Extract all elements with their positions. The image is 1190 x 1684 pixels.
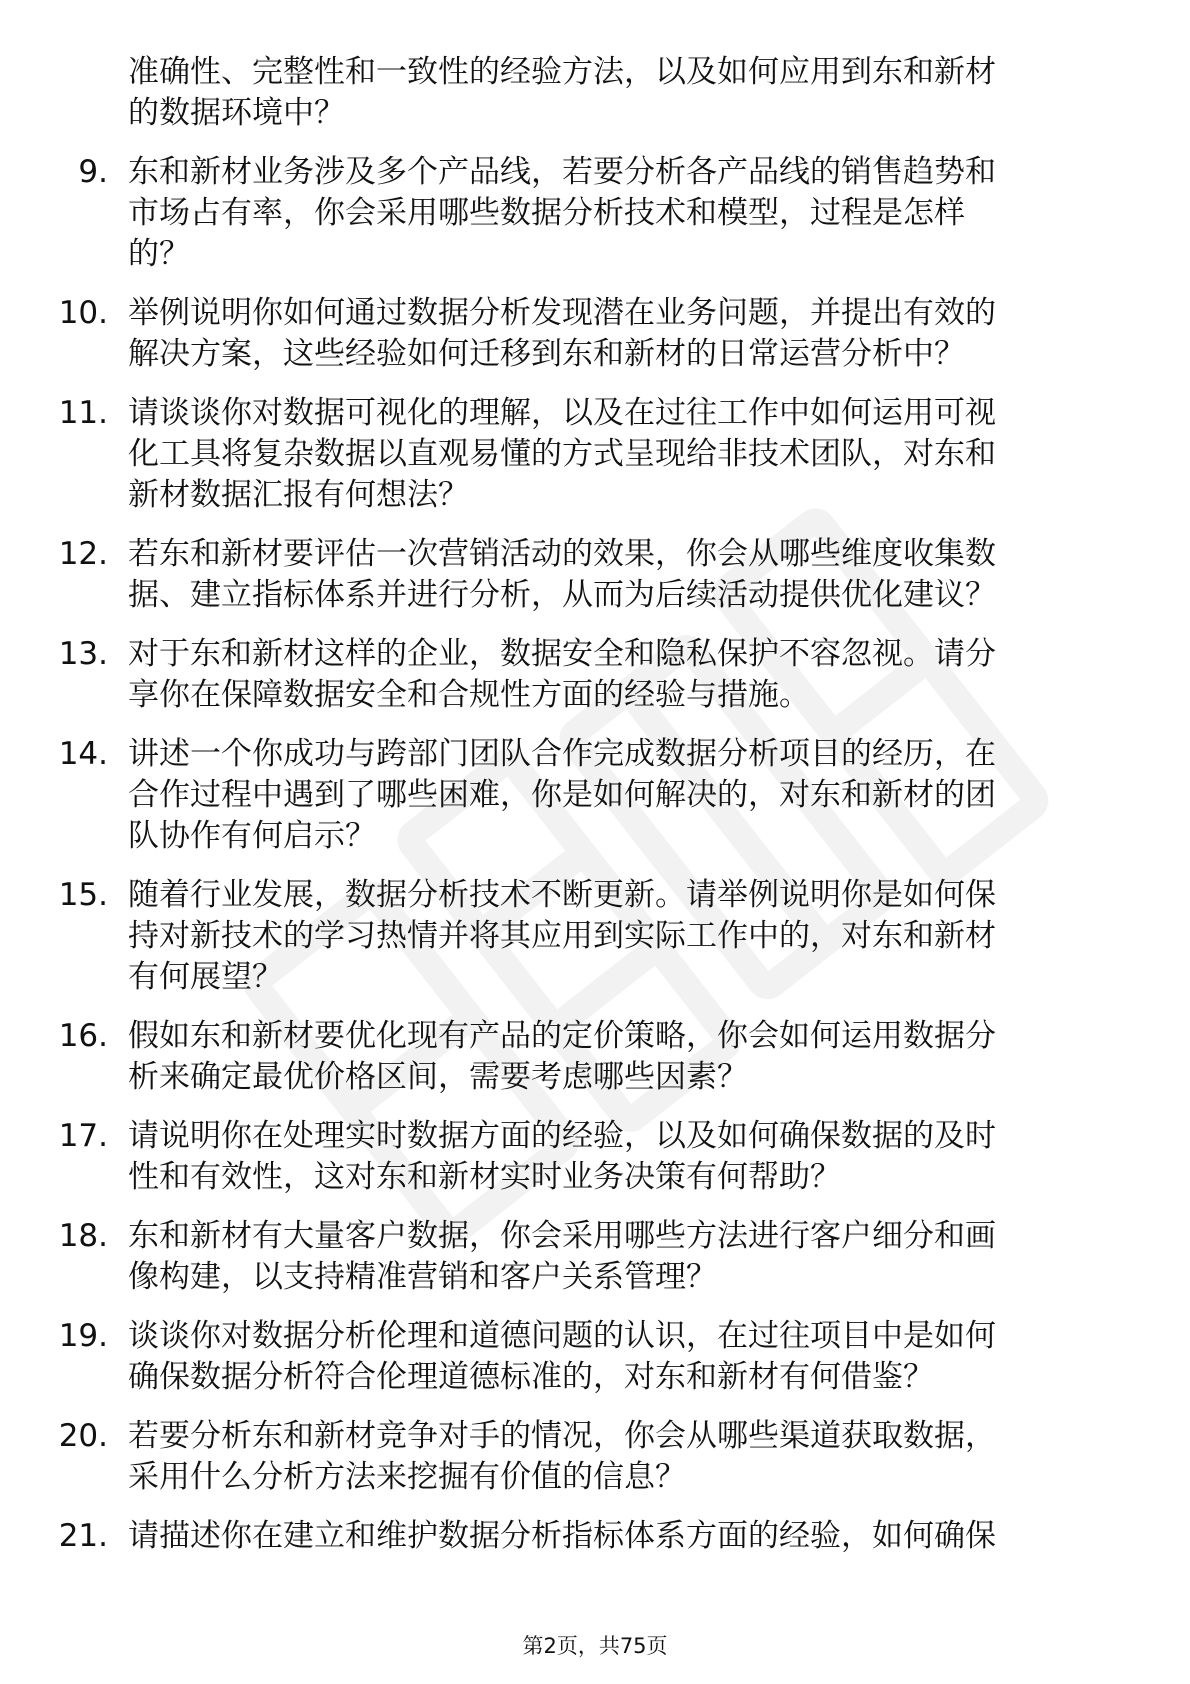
question-number: 17. — [58, 1118, 108, 1154]
text-line: 析来确定最优价格区间，需要考虑哪些因素？ — [128, 1059, 748, 1095]
text-line: 若东和新材要评估一次营销活动的效果，你会从哪些维度收集数 — [128, 536, 996, 572]
question-number: 9. — [78, 154, 108, 190]
question-number: 10. — [58, 295, 108, 331]
text-line: 队协作有何启示？ — [128, 818, 376, 854]
text-line: 谈谈你对数据分析伦理和道德问题的认识，在过往项目中是如何 — [128, 1318, 996, 1354]
text-line: 解决方案，这些经验如何迁移到东和新材的日常运营分析中？ — [128, 336, 965, 372]
text-line: 确保数据分析符合伦理道德标准的，对东和新材有何借鉴？ — [128, 1359, 934, 1395]
question-item — [0, 1416, 1190, 1498]
question-item — [0, 1316, 1190, 1398]
text-line: 的？ — [128, 236, 190, 272]
text-line: 东和新材业务涉及多个产品线，若要分析各产品线的销售趋势和 — [128, 154, 996, 190]
text-line: 随着行业发展，数据分析技术不断更新。请举例说明你是如何保 — [128, 877, 996, 913]
text-line: 对于东和新材这样的企业，数据安全和隐私保护不容忽视。请分 — [128, 636, 996, 672]
question-item — [0, 152, 1190, 275]
text-line: 举例说明你如何通过数据分析发现潜在业务问题，并提出有效的 — [128, 295, 996, 331]
text-line: 市场占有率，你会采用哪些数据分析技术和模型，过程是怎样 — [128, 195, 965, 231]
page-footer — [0, 1632, 1190, 1660]
question-number: 18. — [58, 1218, 108, 1254]
question-item — [0, 293, 1190, 375]
question-number: 13. — [58, 636, 108, 672]
question-number: 11. — [58, 395, 108, 431]
text-line: 持对新技术的学习热情并将其应用到实际工作中的，对东和新材 — [128, 918, 996, 954]
question-number: 19. — [58, 1318, 108, 1354]
text-line: 性和有效性，这对东和新材实时业务决策有何帮助？ — [128, 1159, 841, 1195]
page-number: 第2页，共75页 — [522, 1634, 668, 1658]
question-item — [0, 1016, 1190, 1098]
question-item — [0, 1516, 1190, 1557]
question-item — [0, 393, 1190, 516]
text-line: 请谈谈你对数据可视化的理解，以及在过往工作中如何运用可视 — [128, 395, 996, 431]
text-line: 假如东和新材要优化现有产品的定价策略，你会如何运用数据分 — [128, 1018, 996, 1054]
question-number: 12. — [58, 536, 108, 572]
text-line: 东和新材有大量客户数据，你会采用哪些方法进行客户细分和画 — [128, 1218, 996, 1254]
text-line: 请描述你在建立和维护数据分析指标体系方面的经验，如何确保 — [128, 1518, 996, 1554]
question-number: 15. — [58, 877, 108, 913]
question-item — [0, 734, 1190, 857]
text-line: 讲述一个你成功与跨部门团队合作完成数据分析项目的经历，在 — [128, 736, 996, 772]
question-number: 14. — [58, 736, 108, 772]
question-item — [0, 1116, 1190, 1198]
question-number: 21. — [58, 1518, 108, 1554]
text-line: 准确性、完整性和一致性的经验方法，以及如何应用到东和新材 — [128, 54, 996, 90]
question-number: 16. — [58, 1018, 108, 1054]
text-line: 据、建立指标体系并进行分析，从而为后续活动提供优化建议？ — [128, 577, 996, 613]
question-item — [0, 634, 1190, 716]
text-line: 享你在保障数据安全和合规性方面的经验与措施。 — [128, 677, 810, 713]
continuation-paragraph — [0, 52, 1190, 134]
text-line: 若要分析东和新材竞争对手的情况，你会从哪些渠道获取数据， — [128, 1418, 996, 1454]
document-body — [0, 52, 1190, 1575]
text-line: 的数据环境中？ — [128, 95, 345, 131]
text-line: 合作过程中遇到了哪些困难，你是如何解决的，对东和新材的团 — [128, 777, 996, 813]
text-line: 化工具将复杂数据以直观易懂的方式呈现给非技术团队，对东和 — [128, 436, 996, 472]
text-line: 请说明你在处理实时数据方面的经验，以及如何确保数据的及时 — [128, 1118, 996, 1154]
question-number: 20. — [58, 1418, 108, 1454]
question-item — [0, 875, 1190, 998]
text-line: 有何展望？ — [128, 959, 283, 995]
text-line: 采用什么分析方法来挖掘有价值的信息？ — [128, 1459, 686, 1495]
text-line: 像构建，以支持精准营销和客户关系管理？ — [128, 1259, 717, 1295]
question-item — [0, 534, 1190, 616]
text-line: 新材数据汇报有何想法？ — [128, 477, 469, 513]
question-item — [0, 1216, 1190, 1298]
